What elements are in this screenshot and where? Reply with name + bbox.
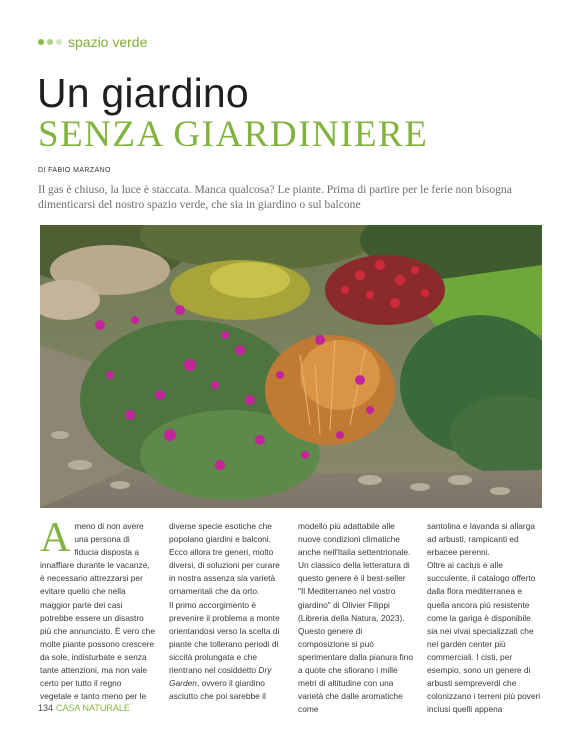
- body-paragraph: Oltre ai cactus e alle succulente, il catalogo offerto dalla flora mediterranea e quella ancora più resistente come la gariga è disponibile sia nei vivai specializzati che nei garden center più commerciali. I cisti, per esempio, sono un genere di arbusti sempreverdi che colonizzano i terreni più poveri inclusi quelli appena: [427, 560, 541, 715]
- section-tag: [38, 34, 147, 50]
- section-dots: [38, 39, 62, 45]
- body-paragraph: [169, 599, 284, 704]
- body-column-2: [169, 520, 284, 716]
- body-paragraph: [40, 515, 156, 703]
- article-title-line2: SENZA GIARDINIERE: [38, 114, 429, 155]
- body-column-1: [40, 515, 156, 716]
- byline: DI FABIO MARZANO: [38, 167, 111, 174]
- body-column-4: [427, 520, 542, 716]
- body-text: , ovvero il giardino asciutto che poi sarebbe il: [169, 678, 266, 702]
- body-paragraph: santolina e lavanda si allarga ad arbusti, rampicanti ed erbacee perenni.: [427, 521, 536, 558]
- body-text: meno di non avere una persona di fiducia disposta a innaffiare durante le vacanze, è necessario attrezzarsi per evitare quello che nella maggior parte dei casi potrebbe essere un disastro più che annunciato. È vero che molte piante possono crescere da sole, indisturbate e senza tante attenzioni, ma non vale certo per tutto il regno vegetale e tanto meno per le: [40, 521, 156, 702]
- body-column-3: [298, 520, 413, 716]
- article-body: [40, 515, 542, 716]
- magazine-name: CASA NATURALE: [56, 703, 130, 713]
- lead-paragraph: Il gas è chiuso, la luce è staccata. Manca qualcosa? Le piante. Prima di partire per le ferie non bisogna dimenticarsi del nostro spazio verde, che sia in giardino o sul balcone: [38, 183, 512, 211]
- drop-cap: A: [40, 515, 71, 561]
- section-label: spazio verde: [68, 34, 148, 50]
- page-footer: [38, 703, 130, 713]
- section-dot-1: [38, 39, 44, 45]
- article-title-line1: Un giardino: [37, 70, 249, 116]
- page-number: 134: [38, 703, 54, 713]
- garden-photo: [40, 225, 542, 508]
- dry-garden-term: Dry Garden: [169, 665, 272, 689]
- section-dot-2: [47, 39, 53, 45]
- body-paragraph: diverse specie esotiche che popolano giardini e balconi. Ecco allora tre generi, molto diversi, di soluzioni per curare in nostra assenza sia varietà ornamentali che da orto.: [169, 521, 280, 597]
- section-dot-3: [56, 39, 62, 45]
- body-text: Il primo accorgimento è prevenire il problema a monte orientandosi verso la scelta di piante che tollerano periodi di siccità prolungata e che rientrano nel cosiddetto: [169, 599, 280, 676]
- body-paragraph: modello più adattabile alle nuove condizioni climatiche anche nell'Italia settentrionale. Un classico della letteratura di questo genere è il best-seller "Il Mediterraneo nel vostro giardino" di Olivier Filippi (Libreria della Natura, 2023). Questo genere di composizione si può sperimentare dalla pianura fino a quote che sfiorano i mille metri di altitudine con una varietà che dalle aromatiche come: [298, 521, 413, 715]
